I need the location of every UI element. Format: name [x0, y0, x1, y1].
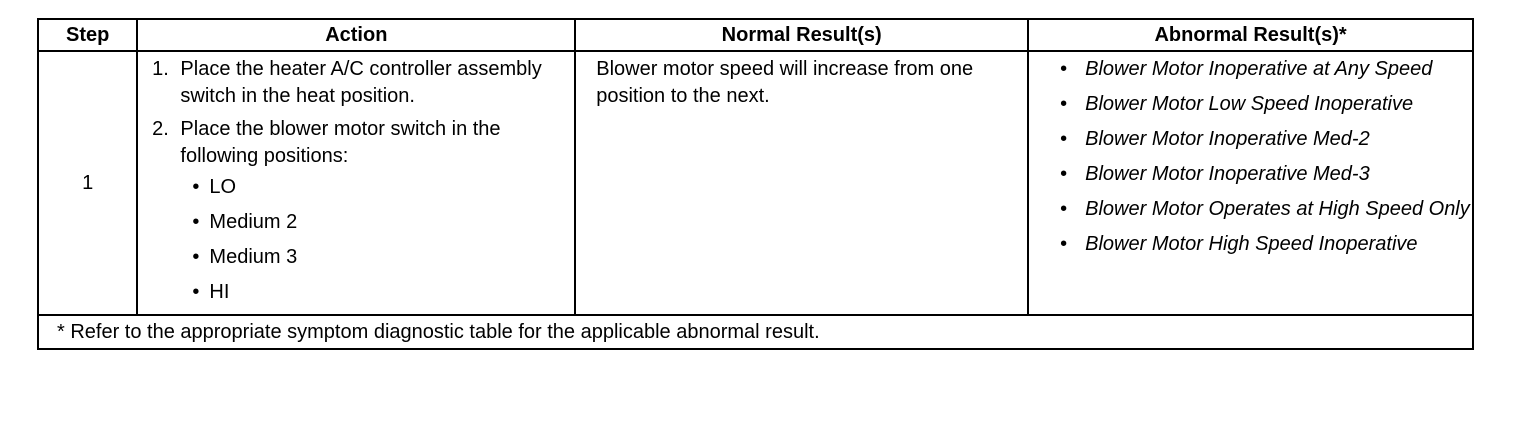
header-step: Step: [38, 19, 137, 51]
switch-position-item: • LO: [192, 174, 574, 201]
switch-position-list: [180, 174, 574, 306]
switch-position-item: • HI: [192, 279, 574, 306]
abnormal-result-item: • Blower Motor Inoperative Med-2: [1085, 126, 1472, 153]
abnormal-result-item: • Blower Motor Operates at High Speed Only: [1085, 196, 1472, 223]
footnote-row: [38, 315, 1473, 349]
header-row: [38, 19, 1473, 51]
header-action: Action: [137, 19, 575, 51]
abnormal-result-cell: [1028, 51, 1473, 315]
footnote: * Refer to the appropriate symptom diagnostic table for the applicable abnormal result.: [38, 315, 1473, 349]
normal-result-text: Blower motor speed will increase from one position to the next.: [596, 58, 974, 107]
header-normal-results: Normal Result(s): [575, 19, 1028, 51]
action-item: [174, 116, 574, 306]
step-number: 1: [38, 51, 137, 315]
diagnostic-table: [37, 18, 1474, 350]
table-row: [38, 51, 1473, 315]
abnormal-result-list: [1029, 56, 1472, 258]
abnormal-result-item: • Blower Motor High Speed Inoperative: [1085, 231, 1472, 258]
switch-position-item: • Medium 3: [192, 244, 574, 271]
abnormal-result-item: • Blower Motor Low Speed Inoperative: [1085, 91, 1472, 118]
action-item-text: Place the blower motor switch in the following positions:: [180, 118, 501, 167]
action-item: [174, 56, 574, 110]
action-item-text: Place the heater A/C controller assembly switch in the heat position.: [180, 58, 542, 107]
diagnostic-table-container: [37, 18, 1474, 350]
action-list: [138, 56, 574, 306]
abnormal-result-item: • Blower Motor Inoperative Med-3: [1085, 161, 1472, 188]
abnormal-result-item: • Blower Motor Inoperative at Any Speed: [1085, 56, 1472, 83]
normal-result-cell: [575, 51, 1028, 315]
header-abnormal-results: Abnormal Result(s)*: [1028, 19, 1473, 51]
switch-position-item: • Medium 2: [192, 209, 574, 236]
action-cell: [137, 51, 575, 315]
